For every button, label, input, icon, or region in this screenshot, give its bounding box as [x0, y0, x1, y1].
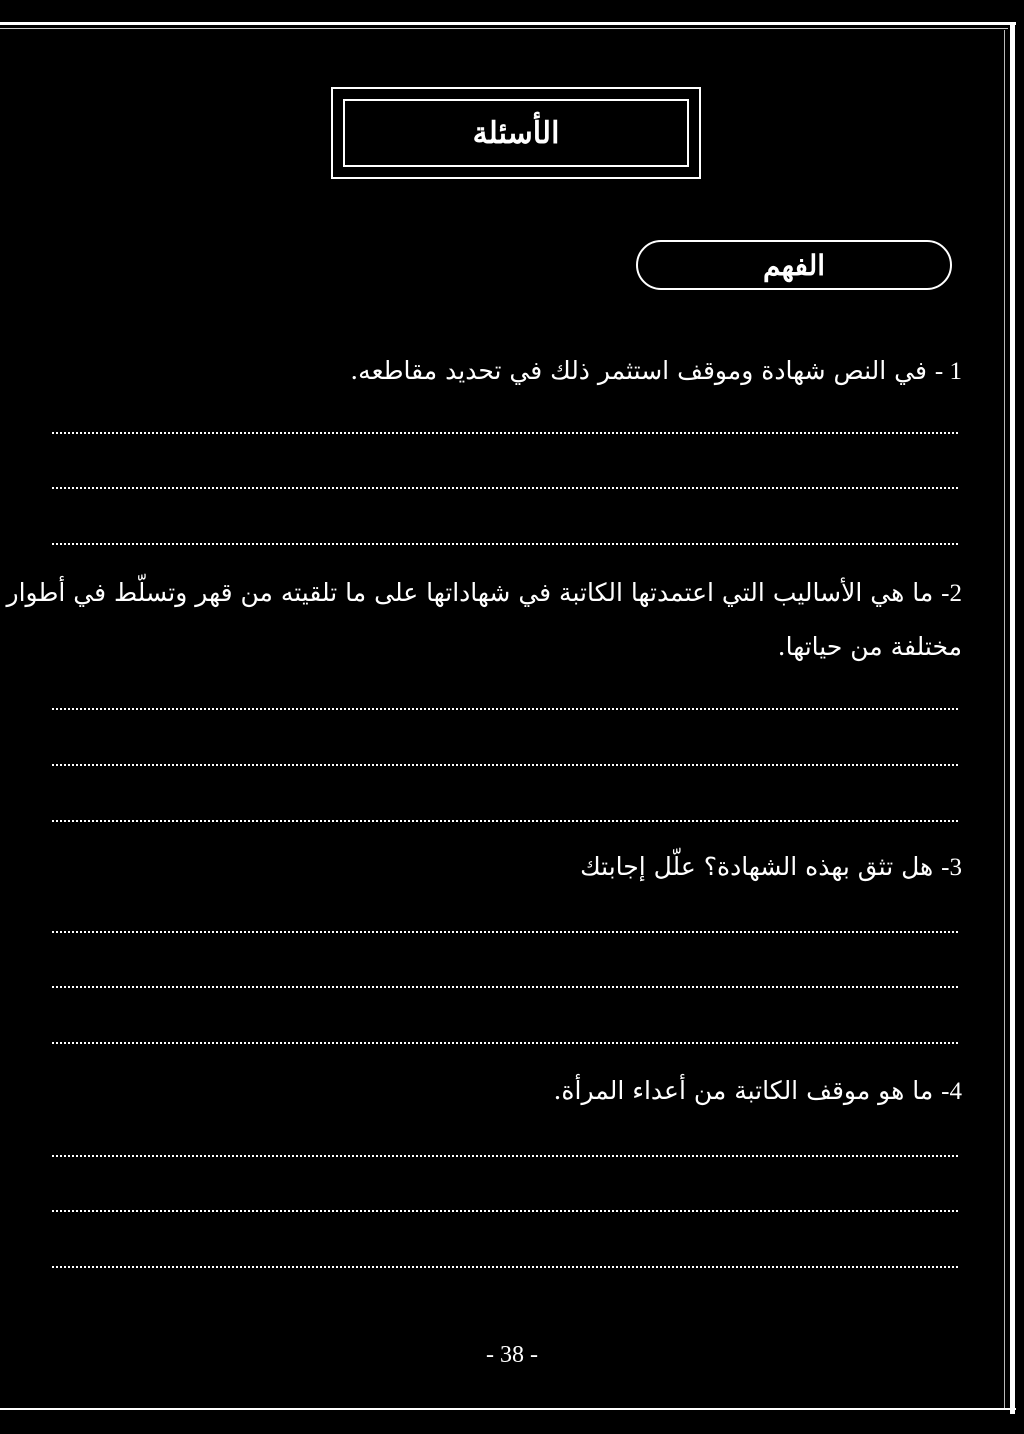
- section-title: الأسئلة: [472, 115, 560, 151]
- question-4-number: 4-: [941, 1078, 962, 1105]
- question-1-number: 1 -: [934, 358, 962, 385]
- question-2-text-line-2: مختلفة من حياتها.: [777, 632, 962, 661]
- answer-line[interactable]: [52, 432, 958, 434]
- question-3: [42, 852, 962, 882]
- answer-line[interactable]: [52, 543, 958, 545]
- question-2-number: 2-: [941, 580, 962, 607]
- frame-right-border: [1010, 22, 1015, 1414]
- answer-line[interactable]: [52, 931, 958, 933]
- section-title-inner: [343, 99, 689, 167]
- section-title-box: [331, 87, 701, 179]
- answer-line[interactable]: [52, 708, 958, 710]
- question-3-number: 3-: [941, 854, 962, 881]
- answer-line[interactable]: [52, 764, 958, 766]
- answer-line[interactable]: [52, 1266, 958, 1268]
- answer-line[interactable]: [52, 487, 958, 489]
- question-1: [42, 356, 962, 386]
- question-2-continued: [42, 632, 962, 661]
- answer-line[interactable]: [52, 820, 958, 822]
- question-4-text: ما هو موقف الكاتبة من أعداء المرأة.: [553, 1076, 934, 1105]
- answer-line[interactable]: [52, 1042, 958, 1044]
- page-number: - 38 -: [486, 1342, 538, 1368]
- question-2-text-line-1: ما هي الأساليب التي اعتمدتها الكاتبة في شهاداتها على ما تلقيته من قهر وتسلّط في أطوار: [6, 578, 934, 607]
- answer-line[interactable]: [52, 1210, 958, 1212]
- question-3-text: هل تثق بهذه الشهادة؟ علّل إجابتك: [580, 852, 934, 881]
- answer-line[interactable]: [52, 986, 958, 988]
- answer-line[interactable]: [52, 1155, 958, 1157]
- frame-top-border: [0, 22, 1016, 25]
- frame-right-inner-border: [1004, 30, 1005, 1410]
- question-1-text: في النص شهادة وموقف استثمر ذلك في تحديد مقاطعه.: [350, 356, 927, 385]
- subsection-title: الفهم: [762, 248, 825, 282]
- subsection-pill: [636, 240, 952, 290]
- frame-bottom-border: [0, 1408, 1016, 1410]
- frame-top-inner-border: [0, 28, 1008, 29]
- question-4: [42, 1076, 962, 1106]
- question-2: [6, 578, 962, 608]
